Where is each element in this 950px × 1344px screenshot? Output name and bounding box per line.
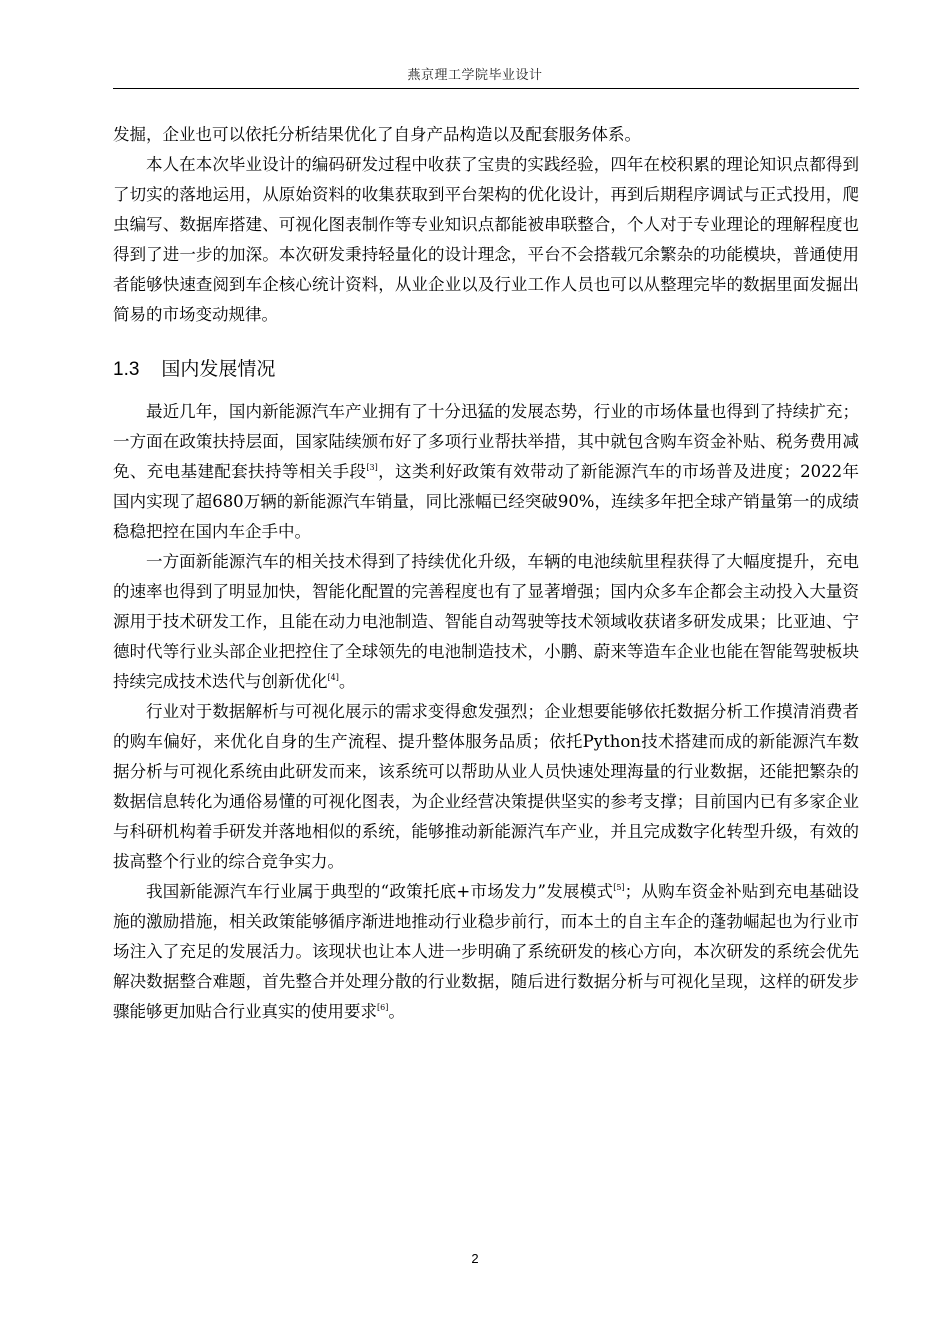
document-body <box>113 120 859 1027</box>
header-divider <box>113 88 859 89</box>
page-number: 2 <box>471 1251 479 1266</box>
citation-ref: [3] <box>366 463 378 472</box>
paragraph-policy <box>113 397 859 547</box>
citation-ref: [5] <box>613 883 625 892</box>
paragraph-experience: 本人在本次毕业设计的编码研发过程中收获了宝贵的实践经验，四年在校积累的理论知识点都得到了切实的落地运用，从原始资料的收集获取到平台架构的优化设计，再到后期程序调试与正式投用，爬虫编写、数据库搭建、可视化图表制作等专业知识点都能被串联整合，个人对于专业理论的理解程度也得到了进一步的加深。本次研发秉持轻量化的设计理念，平台不会搭载冗余繁杂的功能模块，普通使用者能够快速查阅到车企核心统计资料，从业企业以及行业工作人员也可以从整理完毕的数据里面发掘出简易的市场变动规律。 <box>113 155 859 324</box>
section-title: 国内发展情况 <box>161 358 276 380</box>
paragraph-text: 最近几年，国内新能源汽车产业拥有了十分迅猛的发展态势，行业的市场体量也得到了持续扩充；一方面在政策扶持层面，国家陆续颁布好了多项行业帮扶举措，其中就包含购车资金补贴、税务费用减免、充电基建配套扶持等相关手段 <box>113 402 859 481</box>
section-heading <box>113 354 859 385</box>
page-header-title: 燕京理工学院毕业设计 <box>407 68 543 83</box>
paragraph-text: ，这类利好政策有效带动了新能源汽车的市场普及进度；2022年国内实现了超680万辆的新能源汽车销量，同比涨幅已经突破90%，连续多年把全球产销量第一的成绩稳稳把控在国内车企手中。 <box>113 462 860 541</box>
paragraph-text: ；从购车资金补贴到充电基础设施的激励措施，相关政策能够循序渐进地推动行业稳步前行，而本土的自主车企的蓬勃崛起也为行业市场注入了充足的发展活力。该现状也让本人进一步明确了系统研发的核心方向，本次研发的系统会优先解决数据整合难题，首先整合并处理分散的行业数据，随后进行数据分析与可视化呈现，这样的研发步骤能够更加贴合行业真实的使用要求 <box>113 882 859 1021</box>
paragraph-development-model <box>113 877 859 1027</box>
paragraph-visualization-demand: 行业对于数据解析与可视化展示的需求变得愈发强烈；企业想要能够依托数据分析工作摸清消费者的购车偏好，来优化自身的生产流程、提升整体服务品质；依托Python技术搭建而成的新能源汽车数据分析与可视化系统由此研发而来，该系统可以帮助从业人员快速处理海量的行业数据，还能把繁杂的数据信息转化为通俗易懂的可视化图表，为企业经营决策提供坚实的参考支撑；目前国内已有多家企业与科研机构着手研发并落地相似的系统，能够推动新能源汽车产业，并且完成数字化转型升级，有效的拔高整个行业的综合竞争实力。 <box>113 702 859 871</box>
paragraph-text: 。 <box>388 1002 405 1021</box>
paragraph-technology <box>113 547 859 697</box>
paragraph-text: 一方面新能源汽车的相关技术得到了持续优化升级，车辆的电池续航里程获得了大幅度提升，充电的速率也得到了明显加快，智能化配置的完善程度也有了显著增强；国内众多车企都会主动投入大量资源用于技术研发工作，且能在动力电池制造、智能自动驾驶等技术领域收获诸多研发成果；比亚迪、宁德时代等行业头部企业把控住了全球领先的电池制造技术，小鹏、蔚来等造车企业也能在智能驾驶板块持续完成技术迭代与创新优化 <box>113 552 859 691</box>
section-number: 1.3 <box>113 359 140 380</box>
paragraph-text: 我国新能源汽车行业属于典型的“政策托底+市场发力”发展模式 <box>146 882 614 901</box>
paragraph-continued: 发掘，企业也可以依托分析结果优化了自身产品构造以及配套服务体系。 <box>113 125 641 144</box>
paragraph-text: 。 <box>338 672 356 691</box>
citation-ref: [4] <box>327 673 339 682</box>
citation-ref: [6] <box>377 1003 389 1012</box>
